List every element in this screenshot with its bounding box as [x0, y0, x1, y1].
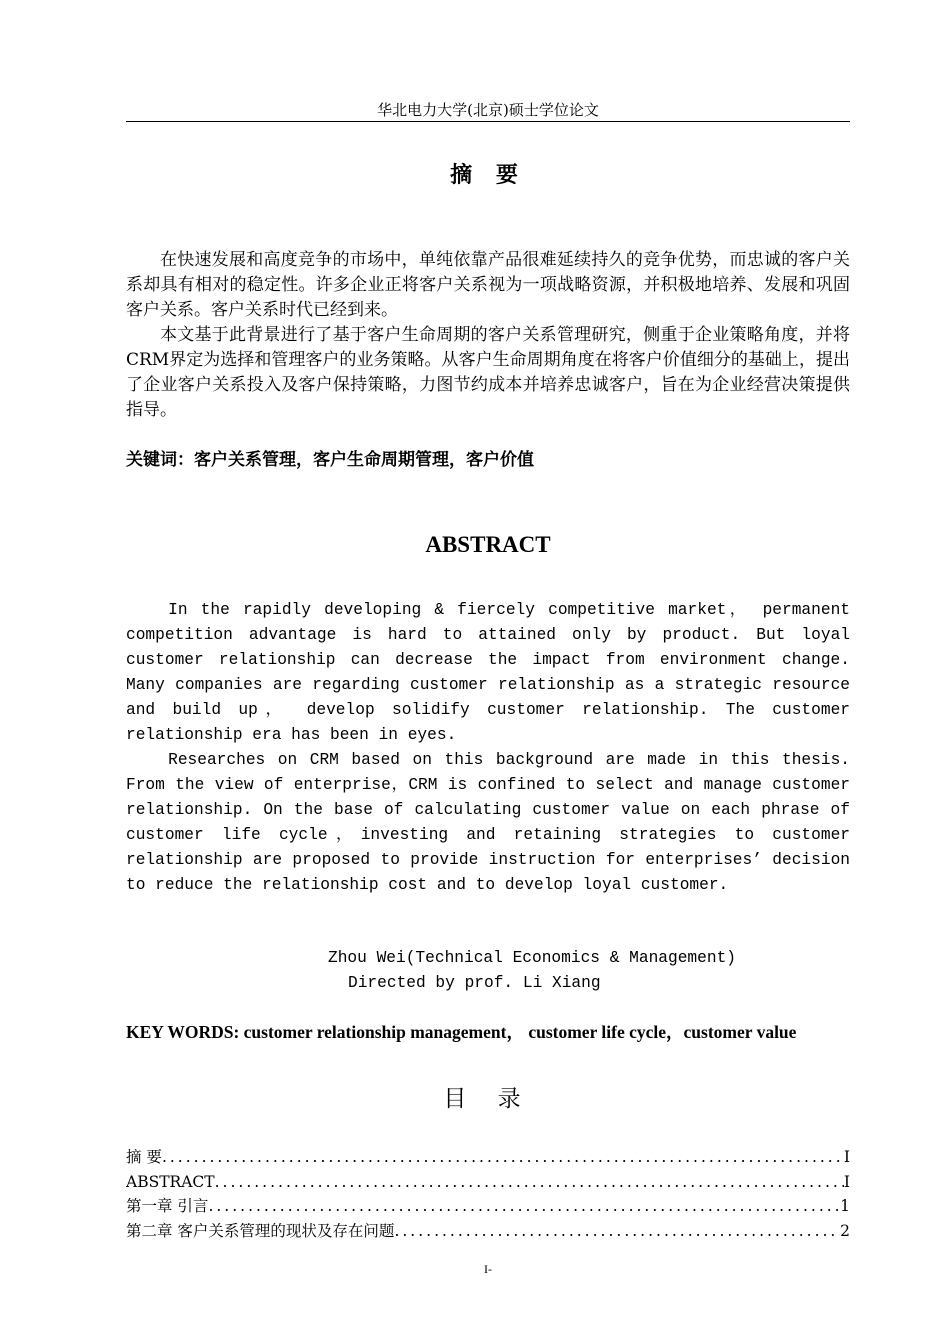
en-paragraph-1: In the rapidly developing & fiercely competitive market， permanent competition advantage is hard to attained only by product. But loyal customer relationship can decrease the impact from environment change. Many companies are regarding customer relationship as a strategic resource and build up， develop solidify customer relationship. The customer relationship era has been in eyes. — [126, 601, 850, 744]
en-abstract-body — [126, 598, 850, 898]
author-line: Zhou Wei(Technical Economics & Management) — [328, 949, 736, 967]
author-block — [126, 946, 850, 996]
toc-entry-page: 2 — [840, 1221, 850, 1240]
toc-entry-label: 第一章 引言 — [126, 1197, 209, 1215]
toc-entry[interactable] — [126, 1170, 850, 1195]
table-of-contents — [126, 1145, 850, 1243]
toc-entry[interactable] — [126, 1219, 850, 1244]
en-abstract-title: ABSTRACT — [425, 532, 551, 557]
header-rule — [126, 121, 850, 122]
cn-abstract-title: 摘 要 — [450, 163, 526, 188]
toc-entry-label: ABSTRACT — [126, 1172, 215, 1191]
en-paragraph-2: Researches on CRM based on this background are made in this thesis. From the view of enterprise，CRM is confined to select and manage customer relationship. On the base of calculating customer value on each phrase of customer life cycle，investing and retaining strategies to customer relationship are proposed to provide instruction for enterprises’ decision to reduce the relationship cost and to develop loyal customer. — [126, 751, 850, 894]
toc-entry-label: 摘 要 — [126, 1148, 162, 1166]
toc-leader — [208, 1194, 840, 1219]
en-keywords: KEY WORDS: customer relationship management， customer life cycle，customer value — [126, 1022, 797, 1042]
page-number: I- — [484, 1262, 492, 1276]
toc-leader — [162, 1145, 844, 1170]
toc-entry[interactable] — [126, 1194, 850, 1219]
toc-entry-label: 第二章 客户关系管理的现状及存在问题 — [126, 1221, 395, 1240]
toc-entry-page: I — [843, 1172, 850, 1191]
cn-paragraph-1: 在快速发展和高度竞争的市场中，单纯依靠产品很难延续持久的竞争优势，而忠诚的客户关系却具有相对的稳定性。许多企业正将客户关系视为一项战略资源，并积极地培养、发展和巩固客户关系。客户关系时代已经到来。 — [126, 250, 850, 320]
toc-entry[interactable] — [126, 1145, 850, 1170]
toc-entry-page: 1 — [840, 1197, 850, 1215]
cn-abstract-body — [126, 248, 850, 423]
toc-entry-page: I — [843, 1148, 850, 1166]
cn-paragraph-2: 本文基于此背景进行了基于客户生命周期的客户关系管理研究，侧重于企业策略角度，并将CRM界定为选择和管理客户的业务策略。从客户生命周期角度在将客户价值细分的基础上，提出了企业客户关系投入及客户保持策略，力图节约成本并培养忠诚客户，旨在为企业经营决策提供指导。 — [126, 325, 850, 420]
toc-leader — [394, 1219, 840, 1244]
toc-title: 目 录 — [443, 1086, 533, 1112]
running-header: 华北电力大学(北京)硕士学位论文 — [377, 101, 599, 119]
toc-leader — [215, 1170, 844, 1195]
advisor-line: Directed by prof. Li Xiang — [348, 974, 601, 992]
cn-keywords: 关键词：客户关系管理，客户生命周期管理，客户价值 — [126, 450, 534, 470]
